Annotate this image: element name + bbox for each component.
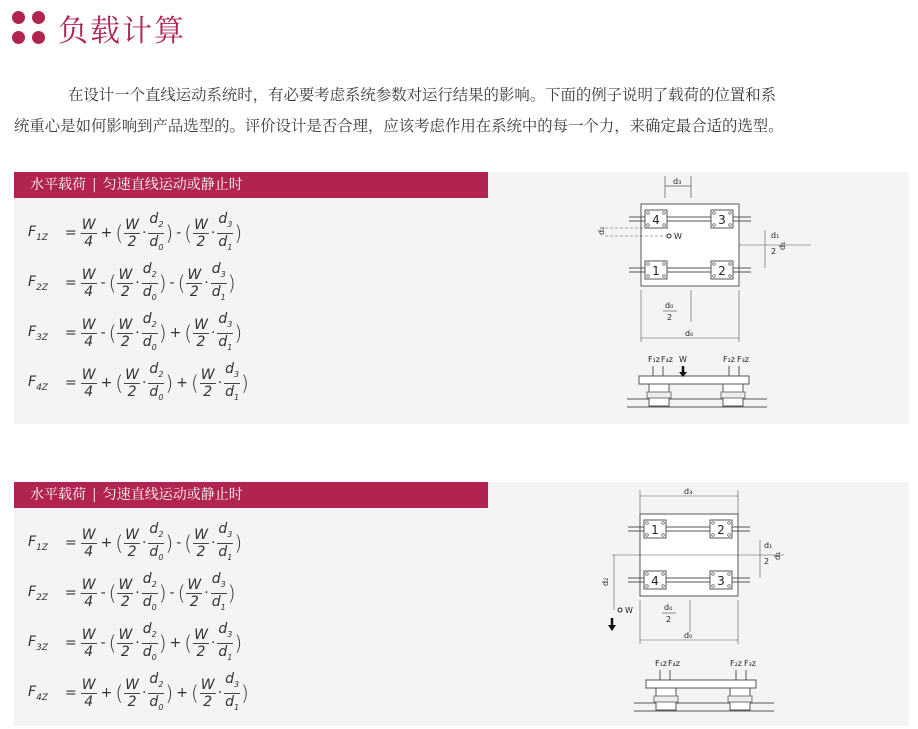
force-label: W [679,355,687,364]
force-label: F₂z [730,659,743,668]
dim-label-d0: d₀ [685,329,694,338]
formula-row: $F_{3Z}$ = $\frac{W}{4}$ - ( $\frac{W}{2}$ · $\frac{d_2}{d_0}$ ) + ( $\frac{W}{2}$ · $\frac{d_3}{d_1}$ ) [28,308,328,358]
formula-row: $F_{1Z}$ = $\frac{W}{4}$ + ( $\frac{W}{2}$ · $\frac{d_2}{d_0}$ ) - ( $\frac{W}{2}$ · $\frac{d_3}{d_1}$ ) [28,518,328,568]
formula-list [28,518,328,718]
dim-label-d0-half: d₀ [665,301,674,310]
formula-lhs: $F_{4Z}$ [28,373,48,393]
fraction: $\frac{W}{2}$ [200,366,215,400]
fraction: $\frac{W}{2}$ [125,526,139,560]
dim-label-d1: d₁ [778,241,787,250]
fraction: $\frac{W}{2}$ [194,316,208,350]
carriage-plate [646,680,756,688]
fraction: $\frac{W}{2}$ [125,676,139,710]
block-number: 2 [718,264,726,278]
dim-label-d3: d₃ [673,177,682,186]
intro-line: 在设计一个直线运动系统时，有必要考虑系统参数对运行结果的影响。下面的例子说明了载荷的位置和系 [68,86,776,104]
page-header [12,6,186,50]
force-label: F₁z [655,659,668,668]
load-point [618,608,622,612]
section-header-separator: | [92,177,97,193]
formula-lhs: $F_{3Z}$ [28,323,48,343]
block-number: 2 [717,523,725,537]
intro-paragraph [14,80,909,142]
dim-label-d0-half: d₀ [664,603,673,612]
block-number: 3 [717,574,725,588]
slider-seal [647,392,671,398]
fraction: $\frac{d_3}{d_1}$ [211,260,226,302]
fraction: $\frac{d_2}{d_0}$ [142,570,157,612]
fraction: $\frac{d_2}{d_0}$ [149,360,164,402]
fraction: $\frac{d_2}{d_0}$ [142,310,157,352]
force-label: F₄z [668,659,681,668]
load-section-2 [14,482,909,726]
formula-lhs: $F_{2Z}$ [28,583,48,603]
dim-label-d1: d₁ [773,551,782,560]
force-label: F₁z [648,355,661,364]
formula-row: $F_{4Z}$ = $\frac{W}{4}$ + ( $\frac{W}{2}$ · $\frac{d_2}{d_0}$ ) + ( $\frac{W}{2}$ · $\frac{d_3}{d_1}$ ) [28,358,328,408]
dim-label-d1-half: d₁ [771,231,780,240]
section-header-right: 匀速直线运动或静止时 [102,177,243,193]
section-header [14,172,488,198]
dim-label-d3: d₃ [684,487,693,496]
fraction: $\frac{W}{2}$ [125,366,139,400]
force-label: F₃z [737,355,750,364]
fraction: $\frac{W}{4}$ [81,576,96,610]
fraction: $\frac{d_2}{d_0}$ [142,260,157,302]
load-section-1 [14,172,909,424]
fraction: $\frac{W}{2}$ [187,576,202,610]
formula-row: $F_{1Z}$ = $\frac{W}{4}$ + ( $\frac{W}{2}$ · $\frac{d_2}{d_0}$ ) - ( $\frac{W}{2}$ · $\frac{d_3}{d_1}$ ) [28,208,328,258]
fraction: $\frac{d_2}{d_0}$ [149,210,164,252]
fraction: $\frac{W}{2}$ [194,526,208,560]
fraction: $\frac{d_3}{d_1}$ [225,360,240,402]
fraction: $\frac{W}{2}$ [118,316,133,350]
fraction: $\frac{W}{4}$ [81,316,96,350]
fraction: $\frac{d_3}{d_1}$ [211,570,226,612]
dim-label-half-den: 2 [666,615,672,624]
formula-row: $F_{2Z}$ = $\frac{W}{4}$ - ( $\frac{W}{2}$ · $\frac{d_2}{d_0}$ ) - ( $\frac{W}{2}$ · $\frac{d_3}{d_1}$ ) [28,258,328,308]
fraction: $\frac{W}{2}$ [187,266,202,300]
fraction: $\frac{W}{2}$ [125,216,139,250]
fraction: $\frac{d_2}{d_0}$ [142,620,157,662]
formula-lhs: $F_{4Z}$ [28,683,48,703]
dim-label-d2: d₂ [597,226,606,235]
fraction: $\frac{W}{2}$ [118,266,133,300]
formula-row: $F_{3Z}$ = $\frac{W}{4}$ - ( $\frac{W}{2}$ · $\frac{d_2}{d_0}$ ) + ( $\frac{W}{2}$ · $\frac{d_3}{d_1}$ ) [28,618,328,668]
fraction: $\frac{W}{4}$ [81,216,96,250]
dim-label-d0: d₀ [684,631,693,640]
fraction: $\frac{d_2}{d_0}$ [149,670,164,712]
formula-lhs: $F_{1Z}$ [28,223,48,243]
load-label-w: W [674,232,682,241]
section-header-left: 水平载荷 [30,177,86,193]
block-number: 4 [651,574,659,588]
slider-seal [728,696,752,702]
slider-seal [654,696,678,702]
section-header [14,482,488,508]
dim-label-half-den: 2 [667,313,673,322]
block-number: 1 [652,264,660,278]
load-diagram-1 [597,172,787,418]
formula-lhs: $F_{1Z}$ [28,533,48,553]
page-title: 负载计算 [58,14,186,49]
dim-label-half-den: 2 [771,247,777,256]
fraction: $\frac{W}{4}$ [81,626,96,660]
fraction: $\frac{d_3}{d_1}$ [225,670,240,712]
formula-list [28,208,328,408]
carriage-plate [639,376,749,384]
load-point [667,234,671,238]
dim-label-d2: d₂ [601,577,610,586]
fraction: $\frac{W}{4}$ [81,366,96,400]
title-bullet-icon [12,11,46,45]
dim-label-half-den: 2 [764,557,770,566]
load-label-w: W [625,606,633,615]
fraction: $\frac{W}{2}$ [118,626,133,660]
section-header-left: 水平载荷 [30,487,86,503]
intro-line: 统重心是如何影响到产品选型的。评价设计是否合理，应该考虑作用在系统中的每一个力，来确定最合适的选型。 [14,117,784,135]
fraction: $\frac{d_3}{d_1}$ [218,310,233,352]
block-number: 1 [651,523,659,537]
force-label: F₃z [744,659,757,668]
fraction: $\frac{W}{2}$ [194,626,208,660]
formula-lhs: $F_{2Z}$ [28,273,48,293]
load-diagram-2 [584,482,784,726]
formula-row: $F_{2Z}$ = $\frac{W}{4}$ - ( $\frac{W}{2}$ · $\frac{d_2}{d_0}$ ) - ( $\frac{W}{2}$ · $\frac{d_3}{d_1}$ ) [28,568,328,618]
force-label: F₄z [661,355,674,364]
formula-lhs: $F_{3Z}$ [28,633,48,653]
section-header-right: 匀速直线运动或静止时 [102,487,243,503]
fraction: $\frac{W}{4}$ [81,266,96,300]
fraction: $\frac{W}{4}$ [81,676,96,710]
fraction: $\frac{d_2}{d_0}$ [149,520,164,562]
slider-seal [721,392,745,398]
fraction: $\frac{W}{2}$ [194,216,208,250]
fraction: $\frac{W}{2}$ [118,576,133,610]
force-label: F₂z [723,355,736,364]
fraction: $\frac{d_3}{d_1}$ [218,520,233,562]
block-number: 4 [652,213,660,227]
block-number: 3 [718,213,726,227]
fraction: $\frac{d_3}{d_1}$ [218,620,233,662]
fraction: $\frac{W}{2}$ [200,676,215,710]
formula-row: $F_{4Z}$ = $\frac{W}{4}$ + ( $\frac{W}{2}$ · $\frac{d_2}{d_0}$ ) + ( $\frac{W}{2}$ · $\frac{d_3}{d_1}$ ) [28,668,328,718]
dim-label-d1-half: d₁ [764,541,773,550]
fraction: $\frac{d_3}{d_1}$ [218,210,233,252]
fraction: $\frac{W}{4}$ [81,526,96,560]
load-arrow-head [608,625,616,631]
section-header-separator: | [92,487,97,503]
